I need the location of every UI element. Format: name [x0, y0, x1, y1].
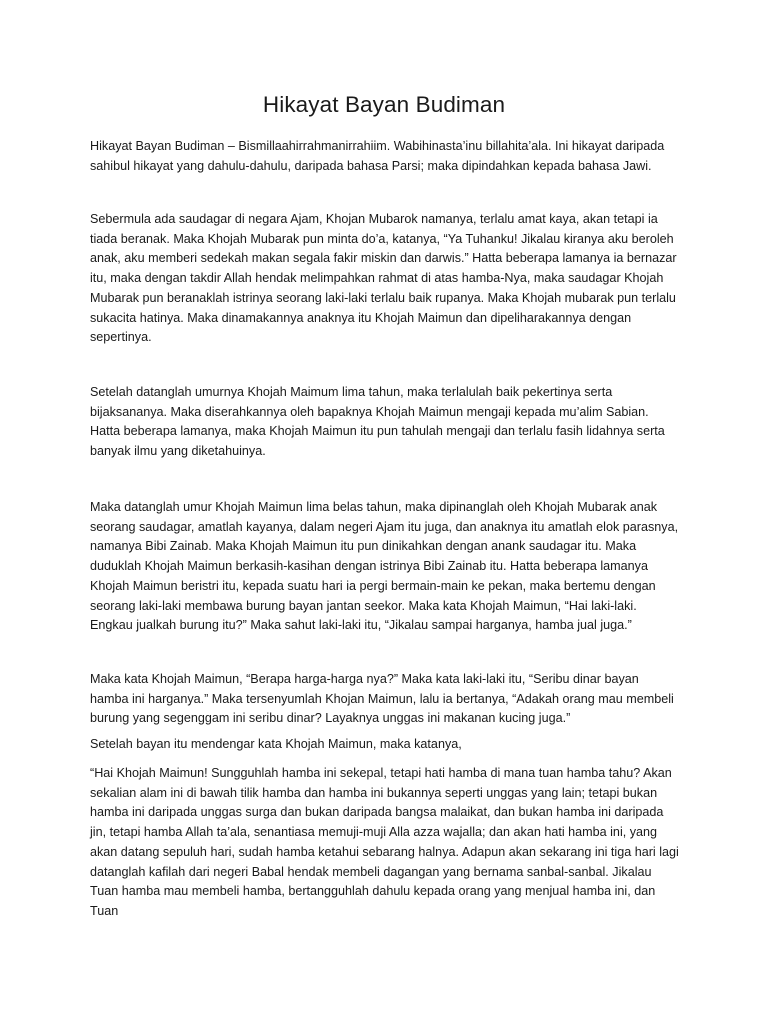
paragraph-intro: Hikayat Bayan Budiman – Bismillaahirrahmanirrahiim. Wabihinasta’inu billahita’ala. Ini hikayat daripada sahibul hikayat yang dahulu-dahulu, daripada bahasa Parsi; maka dipindahkan kepada bahasa Jawi.	[90, 139, 665, 173]
document-title: Hikayat Bayan Budiman	[262, 92, 506, 117]
paragraph-five-years: Setelah datanglah umurnya Khojah Maimum lima tahun, maka terlalulah baik pekertinya serta bijaksananya. Maka diserahkannya oleh bapaknya Khojah Maimun mengaji kepada mu’alim Sabian. Hatta beberapa lamanya, maka Khojah Maimun itu pun tahulah mengaji dan terlalu fasih lidahnya serta banyak ilmu yang diketahuinya.	[90, 385, 665, 459]
paragraph-price: Maka kata Khojah Maimun, “Berapa harga-harga nya?” Maka kata laki-laki itu, “Seribu dinar bayan hamba ini harganya.” Maka tersenyumlah Khojan Maimun, lalu ia bertanya, “Adakah orang mau membeli burung yang segenggam ini seribu dinar? Layaknya unggas ini makanan kucing juga.”	[90, 672, 674, 726]
paragraph-fifteen-years: Maka datanglah umur Khojah Maimun lima belas tahun, maka dipinanglah oleh Khojah Mubarak anak seorang saudagar, amatlah kayanya, dalam negeri Ajam itu juga, dan anaknya itu amatlah elok parasnya, namanya Bibi Zainab. Maka Khojah Maimun itu pun dinikahkan dengan anank saudagar itu. Maka duduklah Khojah Maimun berkasih-kasihan dengan istrinya Bibi Zainab itu. Hatta beberapa lamanya Khojah Maimun beristri itu, kepada suatu hari ia pergi bermain-main ke pekan, maka bertemu dengan seorang laki-laki membawa burung bayan jantan seekor. Maka kata Khojah Maimun, “Hai laki-laki. Engkau jualkah burung itu?” Maka sahut laki-laki itu, “Jikalau sampai harganya, hamba jual juga.”	[90, 500, 679, 633]
paragraph-bayan-hears: Setelah bayan itu mendengar kata Khojah Maimun, maka katanya,	[90, 737, 462, 751]
paragraph-bayan-speech: “Hai Khojah Maimun! Sungguhlah hamba ini sekepal, tetapi hati hamba di mana tuan hamba tahu? Akan sekalian alam ini di bawah tilik hamba dan hamba ini bukannya seperti unggas yang lain; tetapi bukan hamba ini daripada unggas surga dan bukan daripada bangsa malaikat, dan bukan hamba ini daripada jin, tetapi hamba Allah ta’ala, senantiasa memuji-muji Alla azza wajalla; dan akan hati hamba ini, yang akan datang sepuluh hari, sudah hamba ketahui sebarang halnya. Adapun akan sekarang ini tiga hari lagi datanglah kafilah dari negeri Babal hendak membeli dagangan yang bernama sanbal-sanbal. Jikalau Tuan hamba mau membeli hamba, bertangguhlah dahulu kepada orang yang menjual hamba ini, dan Tuan	[90, 766, 679, 918]
paragraph-khojah-mubarak: Sebermula ada saudagar di negara Ajam, Khojan Mubarok namanya, terlalu amat kaya, akan tetapi ia tiada beranak. Maka Khojah Mubarak pun minta do’a, katanya, “Ya Tuhanku! Jikalau kiranya aku beroleh anak, aku memberi sedekah makan segala fakir miskin dan darwis.” Hatta beberapa lamanya ia bernazar itu, maka dengan takdir Allah hendak melimpahkan rahmat di atas hamba-Nya, maka saudagar Khojah Mubarak pun beranaklah istrinya seorang laki-laki terlalu baik rupanya. Maka Khojah mubarak pun terlalu sukacita hatinya. Maka dinamakannya anaknya itu Khojah Maimun dan dipeliharakannya dengan sepertinya.	[90, 212, 677, 345]
